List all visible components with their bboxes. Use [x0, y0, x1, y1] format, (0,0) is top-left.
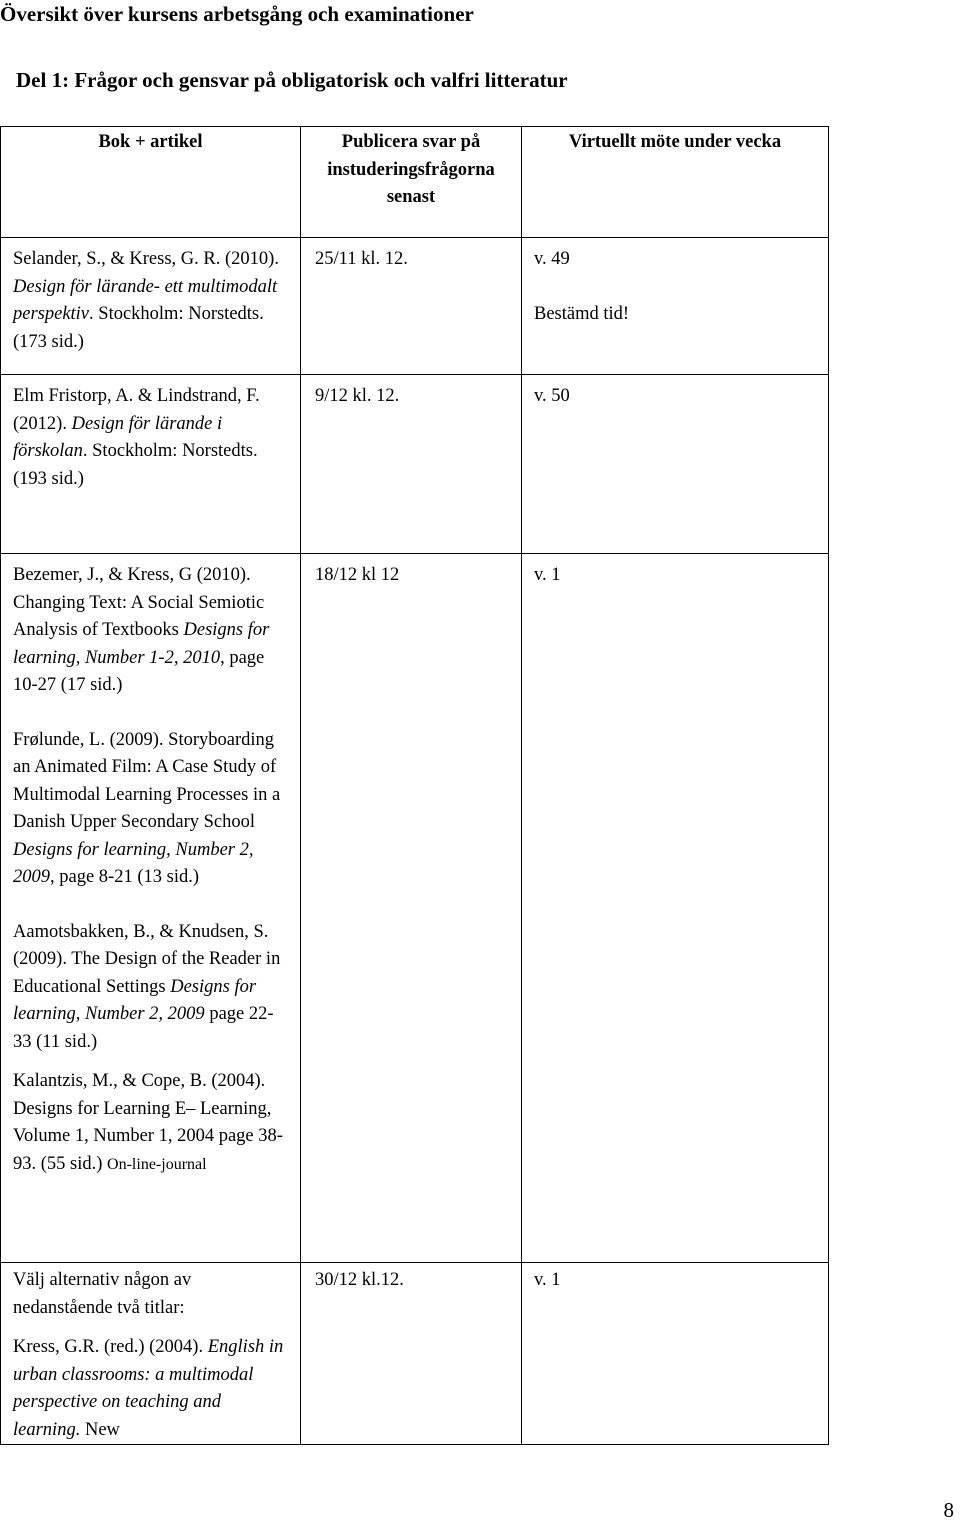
deadline-cell: 18/12 kl 12 [301, 554, 522, 1263]
reference [13, 1267, 290, 1322]
reference-text: Selander, S., & Kress, G. R. (2010). [13, 249, 279, 269]
section-title: Del 1: Frågor och gensvar på obligatorisk och valfri litteratur [16, 68, 568, 92]
reference-text: , page 8-21 (13 sid.) [50, 867, 199, 887]
reference-text: Välj alternativ någon av nedanstående två titlar: [13, 1270, 192, 1318]
reference-text: New [80, 1419, 120, 1440]
header-meeting-week: Virtuellt möte under vecka [522, 127, 829, 238]
reference-text: . Stockholm: Norstedts. (173 sid.) [13, 304, 264, 352]
header-publish-deadline: Publicera svar på instuderingsfrågorna senast [301, 127, 522, 238]
reference-text: , page 10-27 (17 sid.) [13, 647, 265, 695]
book-cell [1, 375, 301, 554]
reference-note: On-line-journal [107, 1155, 207, 1173]
reference [13, 246, 290, 356]
deadline-cell: 30/12 kl.12. [301, 1263, 522, 1445]
reference-text: Aamotsbakken, B., & Knudsen, S. (2009). The Design of the Reader in Educational Settings [13, 921, 281, 997]
deadline-cell: 25/11 kl. 12. [301, 238, 522, 375]
book-cell [1, 238, 301, 375]
deadline-cell: 9/12 kl. 12. [301, 375, 522, 554]
meeting-week: v. 1 [534, 565, 561, 585]
reference [13, 727, 290, 892]
book-cell [1, 1263, 301, 1445]
meeting-week: v. 50 [534, 386, 570, 406]
meeting-cell [522, 375, 829, 554]
reference-title: Design för lärande- ett multimodalt perspektiv [13, 276, 278, 324]
meeting-cell [522, 554, 829, 1263]
reference-text: Kalantzis, M., & Cope, B. (2004). Designs for Learning E– Learning, Volume 1, Number 1, 2004 page 38-93. (55 sid.) [13, 1071, 283, 1174]
header-book: Bok + artikel [1, 127, 301, 238]
reference [13, 1068, 290, 1178]
table-header-row [1, 127, 829, 238]
page-title: Översikt över kursens arbetsgång och examinationer [0, 2, 474, 26]
reference [13, 383, 290, 493]
book-cell [1, 554, 301, 1263]
reference-text: Elm Fristorp, A. & Lindstrand, F. (2012). [13, 386, 260, 434]
reference-title: Designs for learning, Number 2, 2009 [13, 976, 257, 1024]
reference-text: page 22-33 (11 sid.) [13, 1004, 274, 1052]
meeting-cell [522, 238, 829, 375]
course-schedule-table [0, 126, 829, 1445]
reference-text: Kress, G.R. (red.) (2004). [13, 1337, 208, 1357]
reference [13, 1334, 290, 1444]
meeting-week: v. 49 [534, 249, 570, 269]
meeting-cell [522, 1263, 829, 1445]
reference-title: Design för lärande i förskolan [13, 413, 223, 461]
reference-title: Designs for learning, Number 1-2, 2010 [13, 620, 270, 668]
meeting-week: v. 1 [534, 1270, 561, 1290]
reference [13, 919, 290, 1057]
reference-text: Bezemer, J., & Kress, G (2010). Changing Text: A Social Semiotic Analysis of Textbooks [13, 565, 265, 640]
table-row [1, 554, 829, 1263]
table-row [1, 1263, 829, 1445]
reference-text: Frølunde, L. (2009). Storyboarding an Animated Film: A Case Study of Multimodal Learning Processes in a Danish Upper Secondary School [13, 729, 281, 832]
reference-text: . Stockholm: Norstedts. (193 sid.) [13, 441, 258, 489]
page-number: 8 [943, 1498, 954, 1522]
meeting-note: Bestämd tid! [534, 303, 630, 324]
reference [13, 562, 290, 700]
table-row [1, 375, 829, 554]
reference-title: English in urban classrooms: a multimodal perspective on teaching and learning. [13, 1337, 284, 1440]
table-row [1, 238, 829, 375]
reference-title: Designs for learning, Number 2, 2009 [13, 839, 254, 887]
